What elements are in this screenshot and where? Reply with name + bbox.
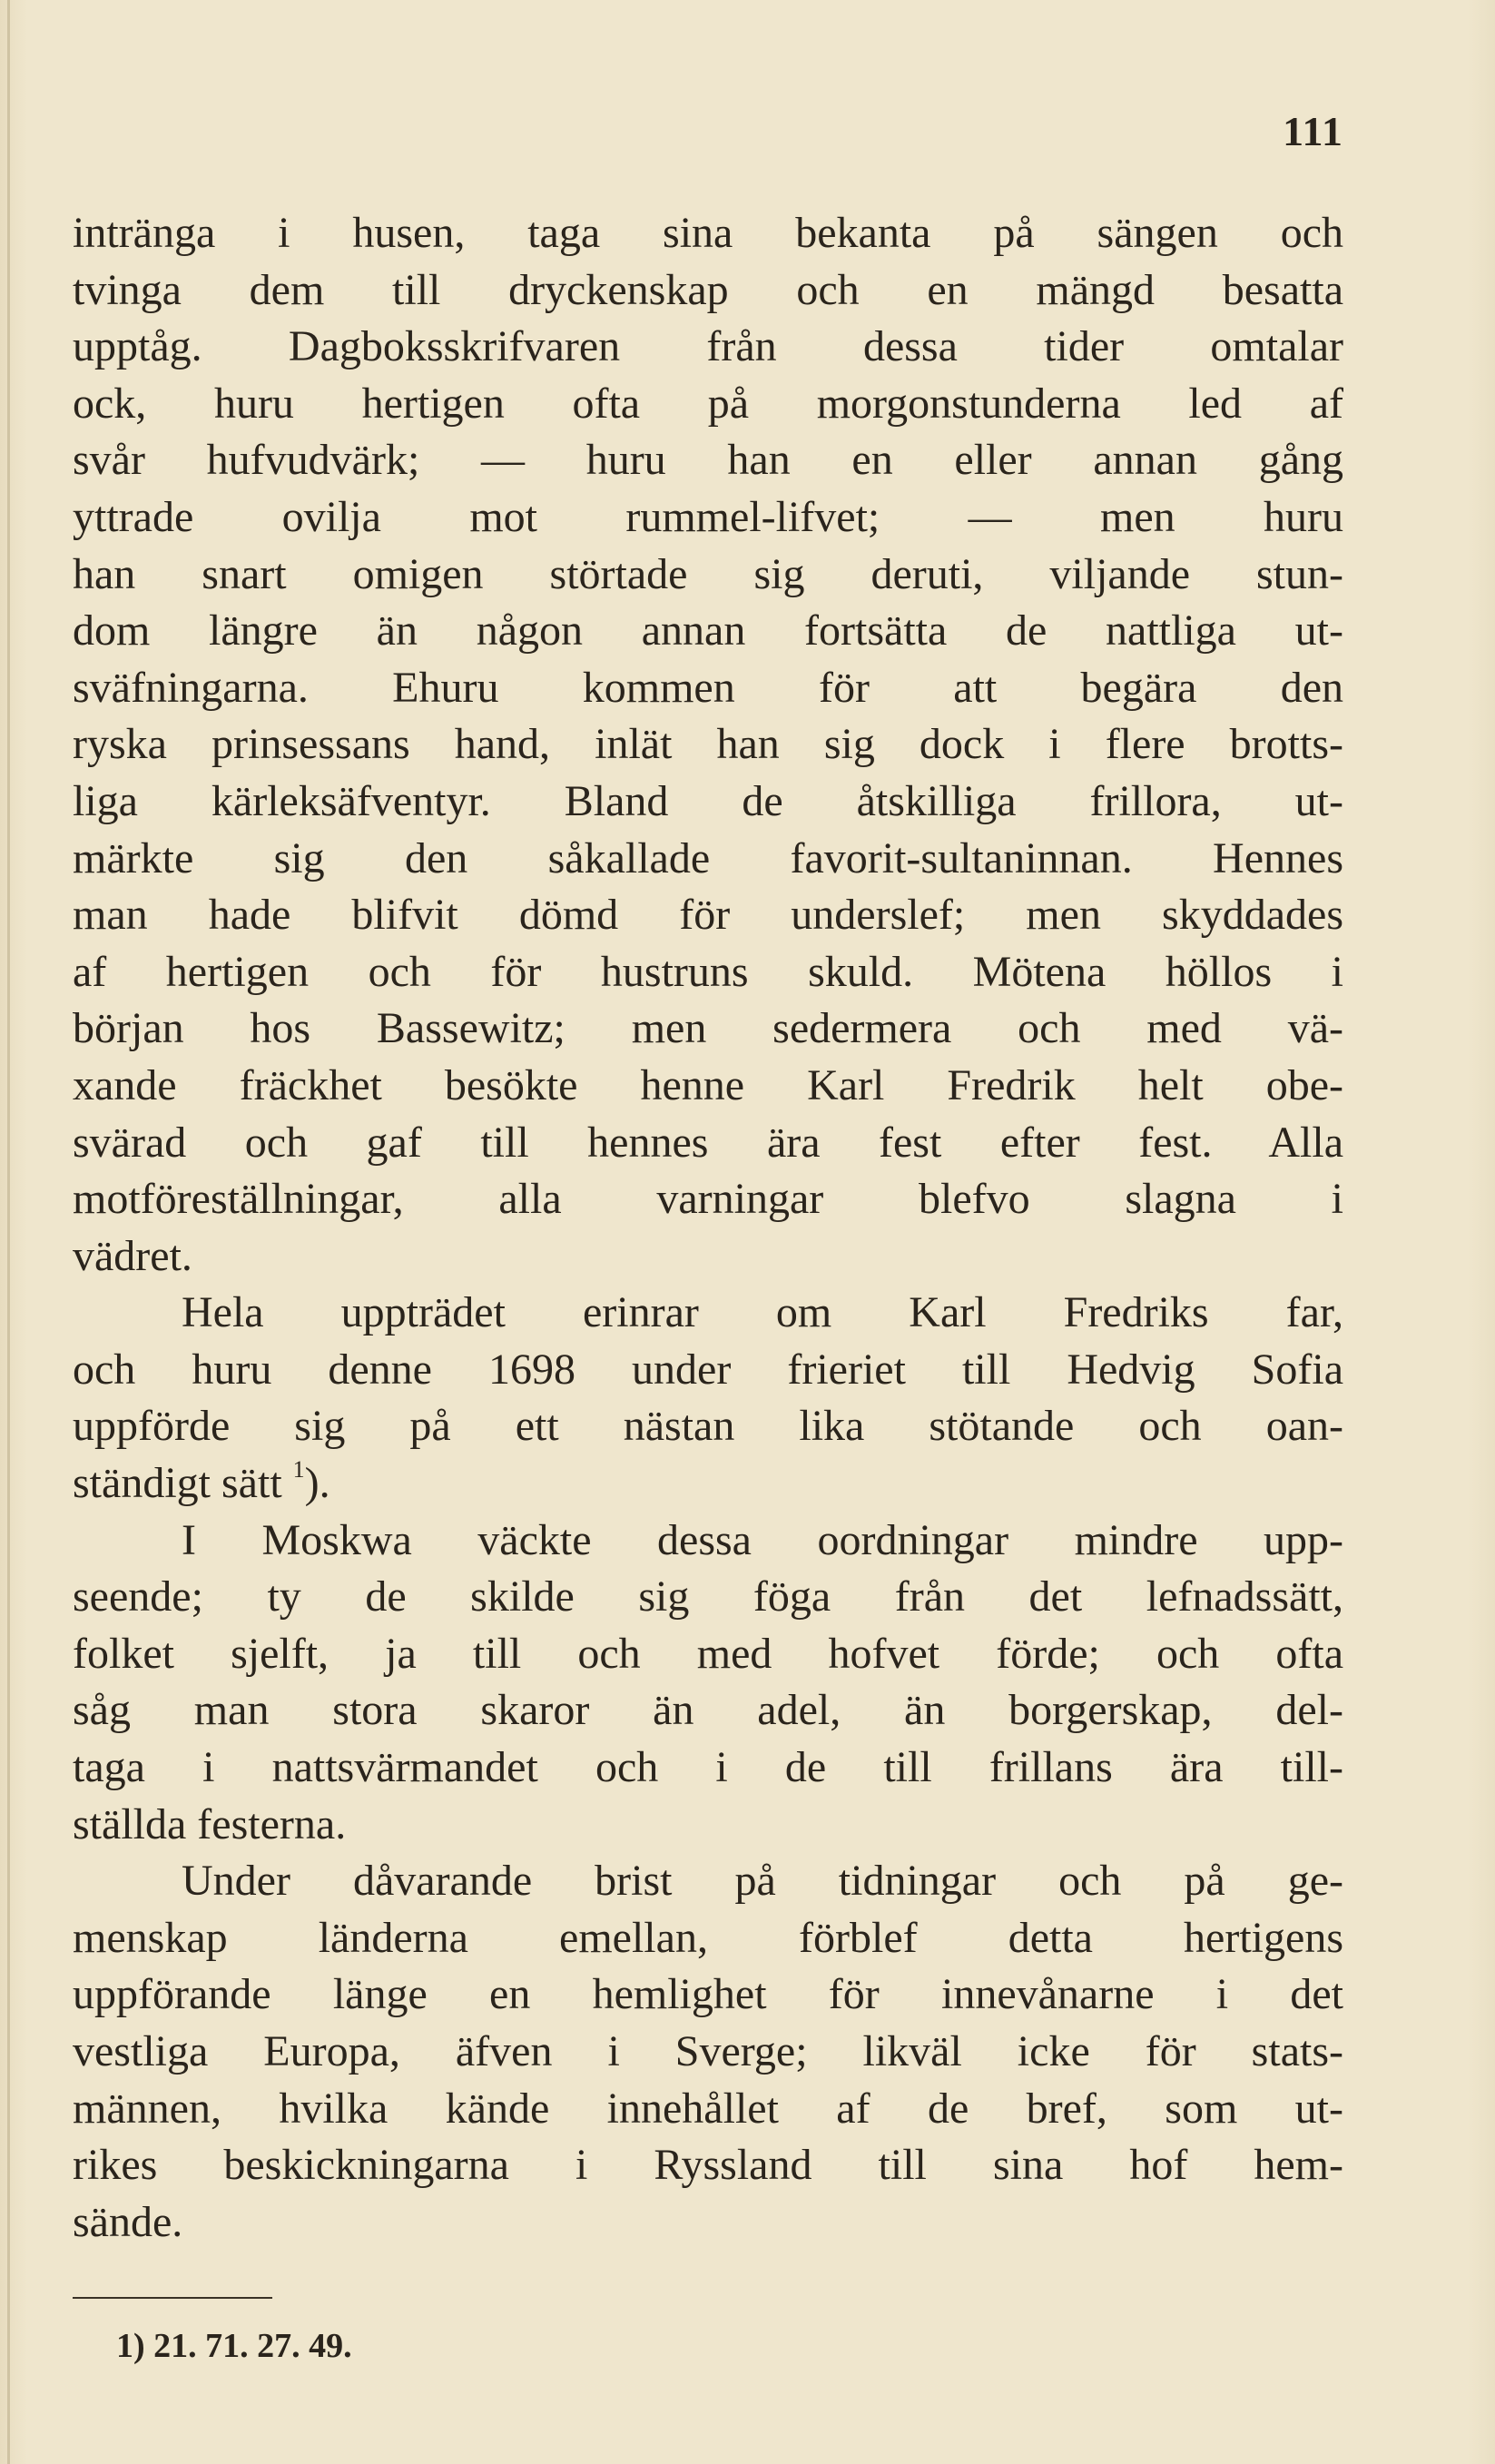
footnote-reference-suffix: ).	[304, 1459, 330, 1508]
text-line: motföreställningar, alla varningar blefvo slagna i	[73, 1175, 1343, 1224]
text-line: I Moskwa väckte dessa oordningar mindre upp-	[182, 1515, 1343, 1564]
text-line: liga kärleksäfventyr. Bland de åtskilliga frillora, ut-	[73, 776, 1343, 825]
text-line: ställda festerna.	[73, 1799, 347, 1848]
text-line: sände.	[73, 2197, 183, 2246]
text-line: tvinga dem till dryckenskap och en mängd besatta	[73, 265, 1343, 314]
text-line: Hela uppträdet erinrar om Karl Fredriks far,	[182, 1288, 1343, 1337]
text-line: märkte sig den såkallade favorit-sultaninnan. Hennes	[73, 833, 1343, 882]
text-line: uppförande länge en hemlighet för innevånarne i det	[73, 1970, 1343, 2019]
footnote-divider	[73, 2297, 272, 2299]
text-line: början hos Bassewitz; men sedermera och med vä-	[73, 1004, 1343, 1053]
page-binding-edge	[7, 0, 10, 2464]
footnote: 1) 21. 71. 27. 49.	[116, 2327, 352, 2365]
text-line: männen, hvilka kände innehållet af de bref, som ut-	[73, 2084, 1343, 2133]
text-line-with-footnote	[73, 1455, 1343, 1513]
text-line: Under dåvarande brist på tidningar och på ge-	[182, 1857, 1343, 1906]
text-line: man hade blifvit dömd för underslef; men skyddades	[73, 891, 1343, 940]
text-line: af hertigen och för hustruns skuld. Mötena höllos i	[73, 947, 1343, 996]
text-line: ock, huru hertigen ofta på morgonstunderna led af	[73, 379, 1343, 428]
text-line: dom längre än någon annan fortsätta de nattliga ut-	[73, 606, 1343, 655]
text-line: vädret.	[73, 1231, 192, 1280]
text-line: uppförde sig på ett nästan lika stötande och oan-	[73, 1402, 1343, 1451]
footnote-reference: 1	[292, 1456, 305, 1483]
text-line: ryska prinsessans hand, inlät han sig dock i flere brotts-	[73, 720, 1343, 769]
text-line: svår hufvudvärk; — huru han en eller annan gång	[73, 436, 1343, 485]
text-line: svärad och gaf till hennes ära fest efter fest. Alla	[73, 1118, 1343, 1167]
text-line: yttrade ovilja mot rummel-lifvet; — men huru	[73, 492, 1343, 541]
text-line: och huru denne 1698 under frieriet till Hedvig Sofia	[73, 1345, 1343, 1394]
text-line: han snart omigen störtade sig deruti, viljande stun-	[73, 549, 1343, 598]
text-line: rikes beskickningarna i Ryssland till sina hof hem-	[73, 2141, 1343, 2190]
text-line: intränga i husen, taga sina bekanta på sängen och	[73, 209, 1343, 257]
text-line: seende; ty de skilde sig föga från det lefnadssätt,	[73, 1572, 1343, 1621]
text-line: sväfningarna. Ehuru kommen för att begära den	[73, 663, 1343, 712]
text-line: xande fräckhet besökte henne Karl Fredrik helt obe-	[73, 1060, 1343, 1109]
text-line: taga i nattsvärmandet och i de till frillans ära till-	[73, 1743, 1343, 1792]
text-line: menskap länderna emellan, förblef detta hertigens	[73, 1913, 1343, 1962]
text-line: folket sjelft, ja till och med hofvet förde; och ofta	[73, 1629, 1343, 1678]
body-text	[73, 205, 1343, 2251]
text-line: såg man stora skaror än adel, än borgerskap, del-	[73, 1686, 1343, 1735]
text-line: vestliga Europa, äfven i Sverge; likväl icke för stats-	[73, 2027, 1343, 2075]
text-line: ständigt sätt	[73, 1459, 282, 1508]
text-line: upptåg. Dagboksskrifvaren från dessa tider omtalar	[73, 322, 1343, 371]
page-number: 111	[1283, 108, 1343, 154]
